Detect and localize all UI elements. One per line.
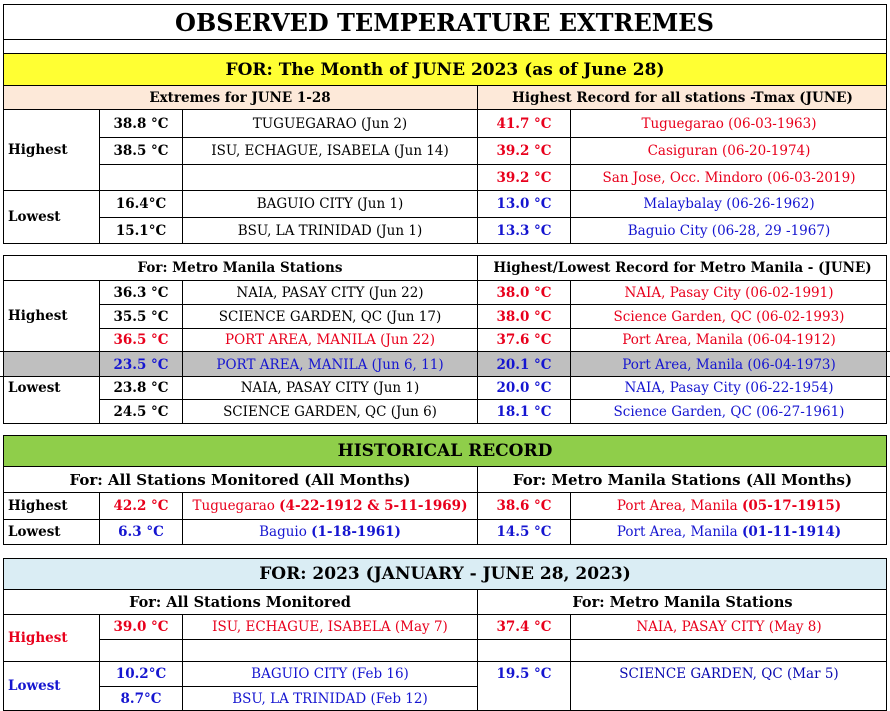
metro-record-station-1: NAIA, Pasay City (06-02-1991) [624,284,834,301]
june-record-station-3: San Jose, Occ. Mindoro (06-03-2019) [602,169,856,186]
historical-lowest-date: (1-18-1961) [311,524,401,540]
june-station-1: TUGUEGARAO (Jun 2) [252,116,408,132]
historical-left-header: For: All Stations Monitored (All Months) [69,470,411,489]
june-record-station-2: Casiguran (06-20-1974) [647,143,811,159]
historical-highest-label: Highest [8,498,68,514]
metro-temp-1: 36.3 °C [113,284,169,301]
june-record-temp-4: 13.0 °C [496,196,552,212]
june-station-2: ISU, ECHAGUE, ISABELA (Jun 14) [211,143,449,159]
metro-temp-6: 24.5 °C [113,403,169,420]
june-station-4: BAGUIO CITY (Jun 1) [256,196,404,212]
metro-lowest-label: Lowest [8,380,61,396]
june-temp-1: 38.8 °C [113,116,169,132]
metro-record-station-2: Science Garden, QC (06-02-1993) [613,308,845,325]
metro-record-temp-5: 20.0 °C [496,380,552,396]
historical-heading: HISTORICAL RECORD [337,441,553,461]
year-lowest-temp-2: 8.7°C [120,690,162,707]
historical-mm-lowest-temp: 14.5 °C [496,524,552,540]
historical-mm-highest-temp: 38.6 °C [496,498,552,514]
june-record-temp-2: 39.2 °C [496,143,552,159]
metro-station-5: NAIA, PASAY CITY (Jun 1) [240,380,420,396]
metro-left-header: For: Metro Manila Stations [137,260,343,276]
historical-highest-station-name: Tuguegarao [192,498,280,514]
june-temp-4: 16.4°C [115,196,167,212]
historical-mm-highest-date: (05-17-1915) [742,498,842,514]
year-lowest-station-1: BAGUIO CITY (Feb 16) [251,666,409,682]
june-record-temp-3: 39.2 °C [496,169,552,186]
june-record-station-4: Malaybalay (06-26-1962) [643,196,815,212]
year-highest-station: ISU, ECHAGUE, ISABELA (May 7) [212,619,448,635]
year-mm-lowest-station: SCIENCE GARDEN, QC (Mar 5) [619,666,839,682]
metro-highest-label: Highest [8,308,68,324]
historical-mm-lowest-station [571,520,887,544]
june-left-header: Extremes for JUNE 1-28 [149,89,331,106]
metro-station-3: PORT AREA, MANILA (Jun 22) [224,332,435,348]
year-highest-temp: 39.0 °C [113,619,169,635]
historical-lowest-station-name: Baguio [259,524,312,540]
metro-record-temp-3: 37.6 °C [496,332,552,348]
metro-record-temp-4: 20.1 °C [496,356,552,373]
year-mm-lowest-temp: 19.5 °C [496,666,552,682]
june-lowest-label: Lowest [8,209,61,225]
june-temp-3 [100,165,182,190]
june-temp-5: 15.1°C [115,222,167,239]
historical-lowest-label: Lowest [8,524,61,540]
metro-record-temp-2: 38.0 °C [496,308,552,325]
metro-record-station-3: Port Area, Manila (06-04-1912) [622,332,836,348]
historical-mm-highest-station [571,493,887,519]
year-lowest-station-2: BSU, LA TRINIDAD (Feb 12) [232,690,428,707]
metro-record-station-5: NAIA, Pasay City (06-22-1954) [624,380,834,396]
june-temp-2: 38.5 °C [113,143,169,159]
metro-station-1: NAIA, PASAY CITY (Jun 22) [236,284,424,301]
metro-record-temp-6: 18.1 °C [496,403,552,420]
page-title: OBSERVED TEMPERATURE EXTREMES [175,7,714,37]
june-record-station-5: Baguio City (06-28, 29 -1967) [627,222,831,239]
metro-temp-5: 23.8 °C [113,380,169,396]
historical-lowest-station [183,520,477,544]
historical-mm-highest-station-name: Port Area, Manila [616,498,743,514]
metro-record-station-6: Science Garden, QC (06-27-1961) [613,403,845,420]
year-highest-label: Highest [8,630,68,646]
metro-temp-3: 36.5 °C [113,332,169,348]
metro-station-6: SCIENCE GARDEN, QC (Jun 6) [223,403,437,420]
year-mm-highest-station: NAIA, PASAY CITY (May 8) [636,619,822,635]
historical-highest-temp: 42.2 °C [113,498,169,514]
metro-right-header: Highest/Lowest Record for Metro Manila - (JUNE) [493,260,872,276]
year-left-header: For: All Stations Monitored [129,593,351,611]
year-lowest-temp-1: 10.2°C [115,666,167,682]
historical-lowest-temp: 6.3 °C [118,524,164,540]
june-station-5: BSU, LA TRINIDAD (Jun 1) [237,222,423,239]
year-heading: FOR: 2023 (JANUARY - JUNE 28, 2023) [259,564,631,584]
metro-record-station-4: Port Area, Manila (06-04-1973) [622,356,836,373]
historical-mm-lowest-date: (01-11-1914) [742,524,842,540]
historical-highest-station [183,493,477,519]
year-right-header: For: Metro Manila Stations [572,593,793,611]
year-lowest-label: Lowest [8,678,61,694]
metro-station-4: PORT AREA, MANILA (Jun 6, 11) [216,356,444,373]
june-record-temp-1: 41.7 °C [496,116,552,132]
metro-temp-4: 23.5 °C [113,356,169,373]
historical-highest-date: (4-22-1912 & 5-11-1969) [279,498,468,514]
metro-record-temp-1: 38.0 °C [496,284,552,301]
june-heading: FOR: The Month of JUNE 2023 (as of June 28) [225,59,665,80]
june-record-station-1: Tuguegarao (06-03-1963) [641,116,817,132]
year-mm-highest-temp: 37.4 °C [496,619,552,635]
metro-station-2: SCIENCE GARDEN, QC (Jun 17) [218,308,442,325]
metro-temp-2: 35.5 °C [113,308,169,325]
historical-mm-lowest-station-name: Port Area, Manila [616,524,743,540]
june-right-header: Highest Record for all stations -Tmax (JUNE) [512,89,853,106]
historical-right-header: For: Metro Manila Stations (All Months) [512,470,853,489]
june-highest-label: Highest [8,142,68,158]
june-station-3 [183,165,477,190]
june-record-temp-5: 13.3 °C [496,222,552,239]
